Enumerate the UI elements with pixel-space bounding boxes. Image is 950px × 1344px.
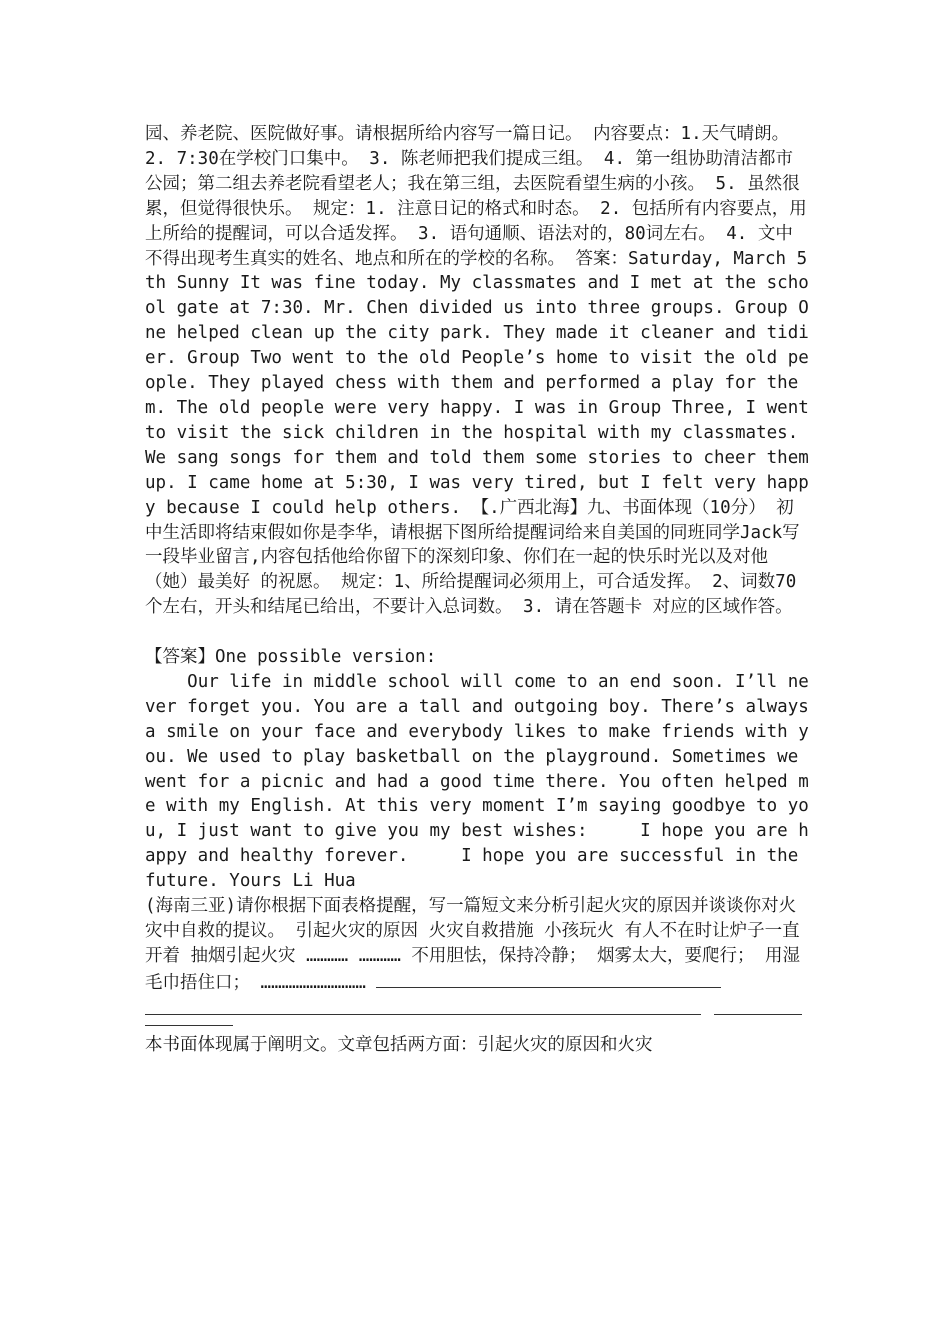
answer-blank-line — [145, 1014, 701, 1015]
answer-blank-line — [376, 969, 721, 988]
answer-label: 【答案】 — [145, 647, 215, 668]
paragraph-spacer — [145, 620, 810, 645]
document-body — [145, 122, 820, 1058]
fire-question-text: (海南三亚)请你根据下面表格提醒，写一篇短文来分析引起火灾的原因并谈谈你对火灾中自救的提议。 引起火灾的原因 火灾自救措施 小孩玩火 有人不在时让炉子一直开着 抽烟引起火灾 ………… ………… 不用胆怯，保持冷静； 烟雾太大，要爬行； 用湿毛巾捂住口； ………………………… — [145, 896, 801, 993]
answer-intro: One possible version: — [215, 647, 437, 668]
answer-paragraph-letter: Our life in middle school will come to an end soon. I’ll never forget you. You are a tall and outgoing boy. There’s always a smile on your face and everybody likes to make friends with you. We used to play basketball on the playground. Sometimes we went for a picnic and had a good time there. You often helped me with my English. At this very moment I’m saying goodbye to you, I just want to give you my best wishes: I hope you are happy and healthy forever. I hope you are successful in the future. Yours Li Hua — [145, 671, 820, 892]
question-paragraph-diary: 园、养老院、医院做好事。请根据所给内容写一篇日记。 内容要点：1.天气晴朗。 2. 7:30在学校门口集中。 3. 陈老师把我们提成三组。 4. 第一组协助清洁都市公园；第二组去养老院看望老人；我在第三组，去医院看望生病的小孩。 5. 虽然很累，但觉得很快乐。 规定：1. 注意日记的格式和时态。 2. 包括所有内容要点，用上所给的提醒词，可以合适发挥。 3. 语句通顺、语法对的，80词左右。 4. 文中不得出现考生真实的姓名、地点和所在的学校的名称。 答案：Saturday, March 5th Sunny It was fine today. My classmates and I met at the school gate at 7:30. Mr. Chen divided us into three groups. Group One helped clean up the city park. They made it cleaner and tidier. Group Two went to the old People’s home to visit the old people. They played chess with them and performed a play for them. The old people were very happy. I was in Group Three, I went to visit the sick children in the hospital with my classmates. We sang songs for them and told them some stories to cheer them up. I came home at 5:30, I was very tired, but I felt very happy because I could help others. 【.广西北海】九、书面体现（10分） 初中生活即将结束假如你是李华，请根据下图所给提醒词给来自美国的同班同学Jack写一段毕业留言,内容包括他给你留下的深刻印象、你们在一起的快乐时光以及对他（她）最美好 的祝愿。 规定：1、所给提醒词必须用上，可合适发挥。 2、词数70个左右，开头和结尾已给出，不要计入总词数。 3. 请在答题卡 对应的区域作答。 — [145, 124, 820, 618]
analysis-paragraph: 本书面体现属于阐明文。文章包括两方面：引起火灾的原因和火灾 — [145, 1034, 653, 1055]
answer-blank-line — [714, 1014, 802, 1015]
answer-heading-line — [145, 645, 810, 670]
answer-blank-row — [145, 1021, 810, 1033]
question-paragraph-fire — [145, 894, 810, 996]
answer-blank-line — [145, 1025, 233, 1026]
answer-blank-row — [145, 996, 810, 1021]
